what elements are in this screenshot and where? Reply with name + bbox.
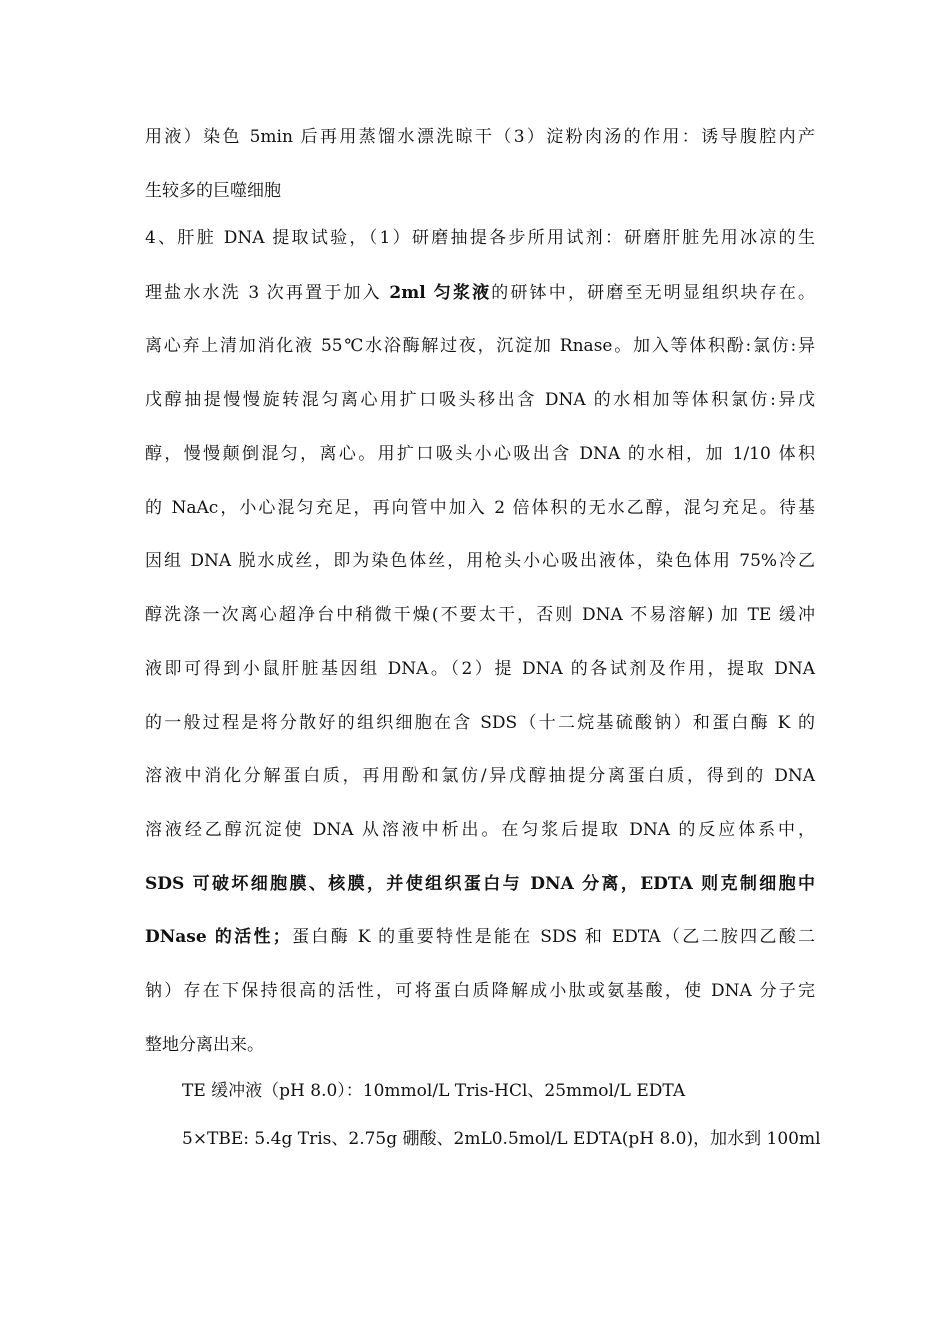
text-run: 液即可得到小鼠肝脏基因组 DNA。（2）提 DNA 的各试剂及作用，提取 DNA (145, 659, 815, 679)
text-line (145, 926, 815, 948)
text-run: TE 缓冲液（pH 8.0）：10mmol/L Tris-HCl、25mmol/L EDTA (182, 1081, 686, 1101)
text-line (145, 658, 815, 680)
text-line (145, 712, 815, 734)
text-line (145, 550, 815, 572)
text-run: 蛋白酶 K 的重要特性是能在 SDS 和 EDTA（乙二胺四乙酸二 (289, 927, 815, 947)
text-line (145, 126, 815, 148)
text-run: 因组 DNA 脱水成丝，即为染色体丝，用枪头小心吸出液体，染色体用 75%冷乙 (145, 551, 815, 571)
text-run: 溶液经乙醇沉淀使 DNA 从溶液中析出。在匀浆后提取 DNA 的反应体系中， (145, 820, 815, 840)
text-run: 的一般过程是将分散好的组织细胞在含 SDS（十二烷基硫酸钠）和蛋白酶 K 的 (145, 713, 815, 733)
text-run: 溶液中消化分解蛋白质，再用酚和氯仿/异戊醇抽提分离蛋白质，得到的 DNA (145, 766, 815, 786)
text-line (145, 227, 815, 249)
text-line (182, 1080, 822, 1102)
text-run: 的研钵中，研磨至无明显组织块存在。 (491, 283, 815, 303)
text-line (145, 335, 815, 357)
text-run: 钠）存在下保持很高的活性，可将蛋白质降解成小肽或氨基酸，使 DNA 分子完 (145, 981, 815, 1001)
text-run: 醇，慢慢颠倒混匀，离心。用扩口吸头小心吸出含 DNA 的水相，加 1/10 体积 (145, 444, 815, 464)
text-line (145, 1034, 815, 1056)
text-run: 醇洗涤一次离心超净台中稍微干燥(不要太干，否则 DNA 不易溶解) 加 TE 缓冲 (145, 605, 815, 625)
text-run: 整地分离出来。 (145, 1035, 264, 1055)
text-run: 4、肝脏 DNA 提取试验，（1）研磨抽提各步所用试剂：研磨肝脏先用冰凉的生 (145, 228, 815, 248)
text-line (145, 873, 815, 895)
text-line (145, 980, 815, 1002)
text-run: 的 NaAc，小心混匀充足，再向管中加入 2 倍体积的无水乙醇，混匀充足。待基 (145, 498, 815, 518)
text-line (145, 604, 815, 626)
text-line (145, 443, 815, 465)
bold-text-run: 2ml 匀浆液 (389, 283, 492, 303)
text-line (145, 819, 815, 841)
text-run: 理盐水水洗 3 次再置于加入 (145, 283, 390, 303)
text-line (182, 1128, 822, 1150)
text-run: 5×TBE: 5.4g Tris、2.75g 硼酸、2mL0.5mol/L EDTA(pH 8.0)，加水到 100ml (182, 1129, 821, 1149)
text-line (145, 180, 815, 202)
text-line (145, 282, 815, 304)
text-run: 戊醇抽提慢慢旋转混匀离心用扩口吸头移出含 DNA 的水相加等体积氯仿:异戊 (145, 390, 815, 410)
text-run: 生较多的巨噬细胞 (145, 181, 281, 201)
bold-text-run: DNase 的活性； (145, 927, 290, 947)
text-line (145, 765, 815, 787)
text-run: 离心弃上清加消化液 55℃水浴酶解过夜，沉淀加 Rnase。加入等体积酚:氯仿:异 (145, 336, 815, 356)
bold-text-run: SDS 可破坏细胞膜、核膜，并使组织蛋白与 DNA 分离，EDTA 则克制细胞中 (145, 874, 815, 894)
text-line (145, 389, 815, 411)
text-run: 用液）染色 5min 后再用蒸馏水漂洗晾干（3）淀粉肉汤的作用：诱导腹腔内产 (145, 127, 815, 147)
text-line (145, 497, 815, 519)
